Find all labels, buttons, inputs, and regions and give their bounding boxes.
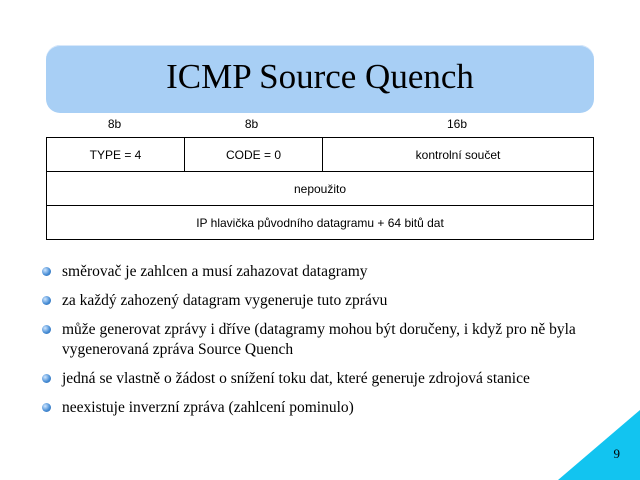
bullet-item xyxy=(40,291,605,311)
bullet-text: za každý zahozený datagram vygeneruje tuto zprávu xyxy=(62,292,388,309)
page-number: 9 xyxy=(613,446,620,461)
width-label-checksum: 16b xyxy=(446,117,468,131)
slide-title: ICMP Source Quench xyxy=(166,57,474,96)
bullet-item xyxy=(40,398,605,418)
packet-row-unused xyxy=(47,172,594,206)
width-label-type: 8b xyxy=(107,117,122,131)
bullet-dot-icon xyxy=(42,296,51,305)
bullet-text: může generovat zprávy i dříve (datagramy mohou být doručeny, i když pro ně byla vygenerovaná zpráva Source Quench xyxy=(62,321,576,358)
packet-format-table xyxy=(46,137,594,240)
packet-row-header xyxy=(47,138,594,172)
corner-triangle-decoration xyxy=(558,410,640,480)
bullet-item xyxy=(40,369,605,389)
packet-row-payload xyxy=(47,206,594,240)
bullet-list xyxy=(40,262,605,427)
bullet-dot-icon xyxy=(42,267,51,276)
bullet-text: jedná se vlastně o žádost o snížení toku dat, které generuje zdrojová stanice xyxy=(62,370,530,387)
field-type: TYPE = 4 xyxy=(47,138,185,172)
bullet-dot-icon xyxy=(42,325,51,334)
bullet-dot-icon xyxy=(42,374,51,383)
bullet-text: směrovač je zahlcen a musí zahazovat datagramy xyxy=(62,263,368,280)
bullet-item xyxy=(40,262,605,282)
field-checksum: kontrolní součet xyxy=(323,138,594,172)
field-code: CODE = 0 xyxy=(185,138,323,172)
bullet-item xyxy=(40,320,605,360)
width-label-code: 8b xyxy=(244,117,259,131)
title-banner xyxy=(46,45,594,113)
field-width-labels xyxy=(46,117,594,135)
field-unused: nepoužito xyxy=(47,172,594,206)
bullet-dot-icon xyxy=(42,403,51,412)
bullet-text: neexistuje inverzní zpráva (zahlcení pominulo) xyxy=(62,399,354,416)
field-original-header: IP hlavička původního datagramu + 64 bitů dat xyxy=(47,206,594,240)
